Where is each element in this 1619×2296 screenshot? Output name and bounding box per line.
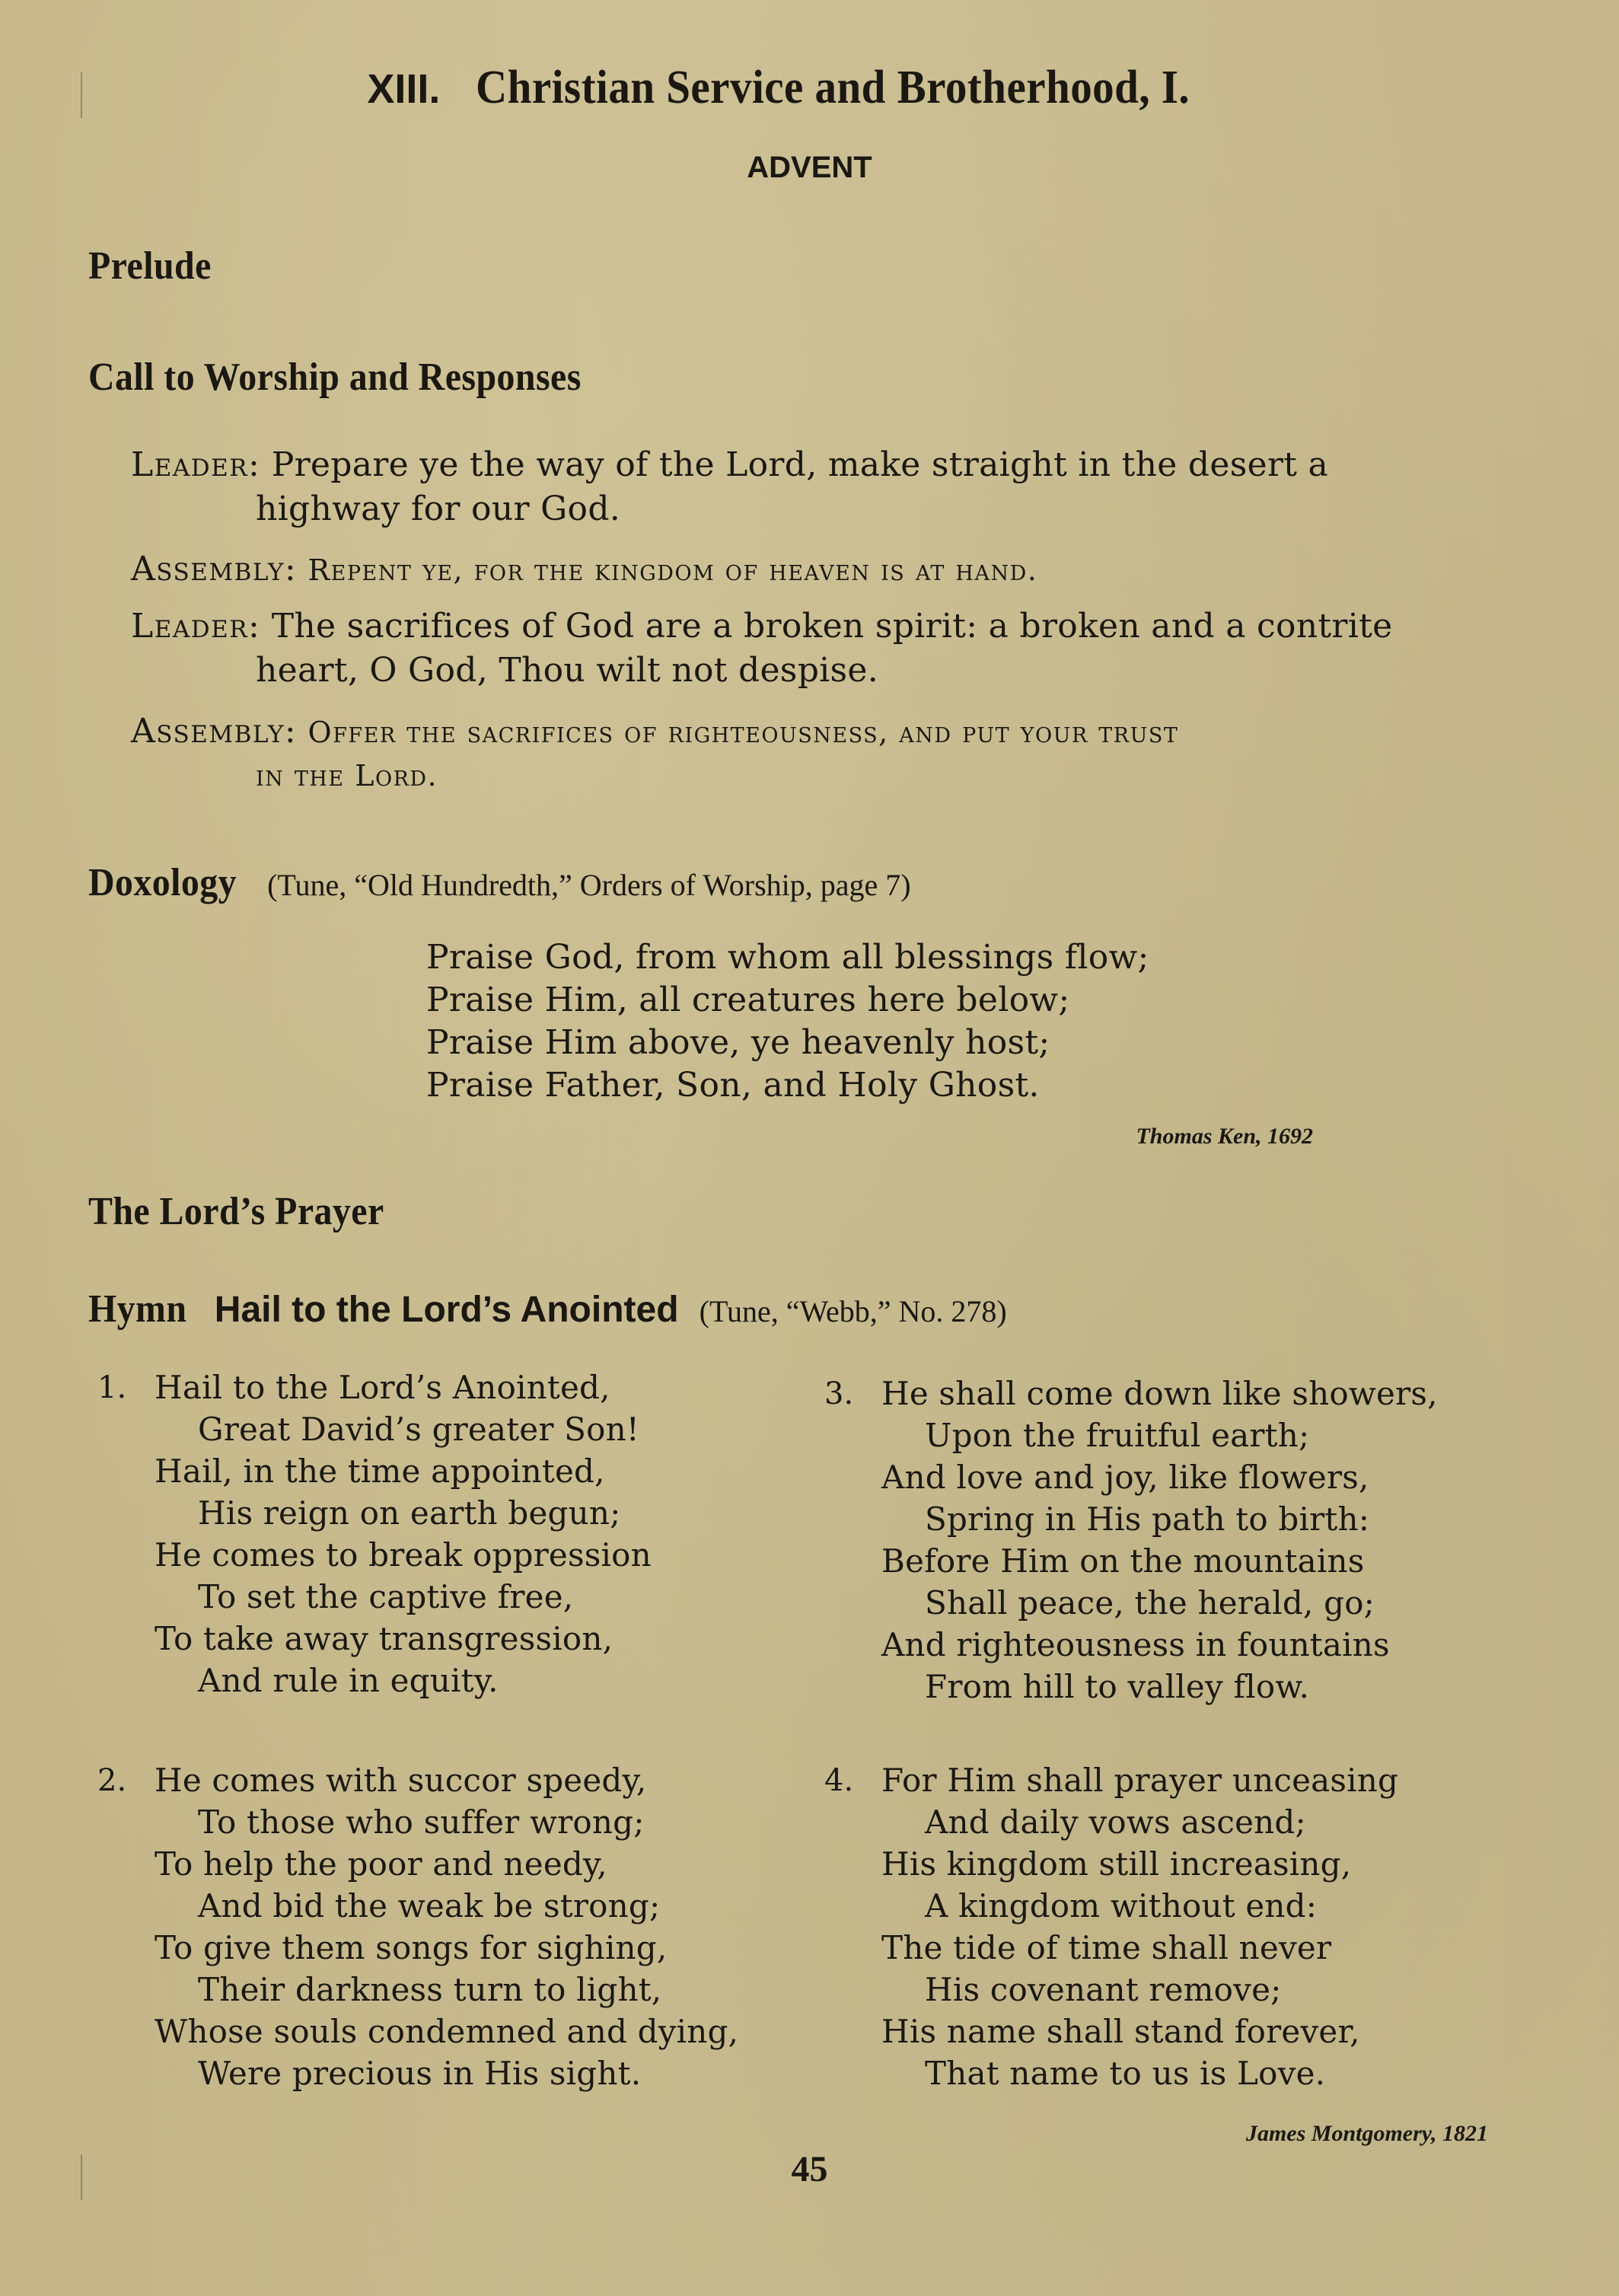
stanza-line: Hail, in the time appointed, — [155, 1453, 605, 1490]
stanza-line: Before Him on the mountains — [881, 1542, 1365, 1580]
response-leader-2 — [131, 607, 1392, 646]
response-continuation: in the Lord. — [256, 759, 438, 792]
stanza-line: Whose souls condemned and dying, — [155, 2013, 739, 2050]
stanza-line: Hail to the Lord’s Anointed, — [155, 1369, 610, 1406]
speaker-label: Assembly: — [131, 550, 298, 588]
stanza-line: To set the captive free, — [198, 1578, 574, 1615]
stanza-line: He comes with succor speedy, — [155, 1762, 647, 1799]
response-text: Prepare ye the way of the Lord, make straight in the desert a — [271, 445, 1329, 484]
stanza-number: 1. — [97, 1370, 127, 1405]
stanza-line: Were precious in His sight. — [198, 2055, 642, 2092]
stanza-line: He shall come down like showers, — [881, 1375, 1438, 1412]
stanza-line: To take away transgression, — [155, 1620, 613, 1657]
doxology-header — [88, 860, 911, 905]
stanza-line: His reign on earth begun; — [198, 1494, 621, 1532]
stanza-number: 2. — [97, 1763, 127, 1798]
speaker-label: Assembly: — [131, 712, 298, 751]
stanza-line: And love and joy, like flowers, — [881, 1459, 1369, 1496]
stanza-line: Their darkness turn to light, — [198, 1971, 662, 2008]
hymn-attribution: James Montgomery, 1821 — [1245, 2121, 1488, 2146]
doxology-attribution: Thomas Ken, 1692 — [1136, 1124, 1313, 1149]
response-text: Repent ye, for the kingdom of heaven is at hand. — [308, 553, 1038, 587]
verse-line: Praise Him, all creatures here below; — [426, 981, 1070, 1019]
stanza-line: Shall peace, the herald, go; — [925, 1584, 1375, 1622]
stanza-number: 4. — [824, 1763, 854, 1798]
title-text: Christian Service and Brotherhood, I. — [475, 62, 1190, 113]
page-title — [0, 61, 1619, 115]
stanza-line: And righteousness in fountains — [881, 1626, 1390, 1663]
stanza-line: To those who suffer wrong; — [198, 1803, 645, 1841]
stanza-line: That name to us is Love. — [925, 2055, 1326, 2092]
stanza-line: And bid the weak be strong; — [198, 1887, 661, 1924]
response-text: Offer the sacrifices of righteousness, and put your trust — [308, 716, 1179, 749]
lords-prayer-heading: The Lord’s Prayer — [88, 1190, 384, 1233]
page-number: 45 — [791, 2149, 828, 2189]
stanza-line: Upon the fruitful earth; — [925, 1417, 1310, 1454]
stanza-line: Spring in His path to birth: — [925, 1500, 1370, 1538]
hymn-header — [88, 1287, 1007, 1331]
hymn-tune-note: (Tune, “Webb,” No. 278) — [699, 1294, 1007, 1328]
call-to-worship-heading: Call to Worship and Responses — [88, 356, 582, 399]
verse-line: Praise God, from whom all blessings flow; — [426, 938, 1149, 977]
response-assembly-1 — [131, 550, 1037, 588]
stanza-line: His name shall stand forever, — [881, 2013, 1360, 2050]
title-numeral: XIII. — [367, 66, 441, 112]
stanza-line: From hill to valley flow. — [925, 1668, 1310, 1705]
speaker-label: Leader: — [131, 607, 261, 646]
response-leader-1 — [131, 445, 1328, 484]
stanza-line: To help the poor and needy, — [155, 1845, 607, 1883]
response-assembly-2 — [131, 712, 1178, 751]
doxology-tune-note: (Tune, “Old Hundredth,” Orders of Worship, page 7) — [267, 868, 911, 902]
stanza-line: To give them songs for sighing, — [155, 1929, 668, 1966]
doxology-heading: Doxology — [88, 861, 237, 904]
hymn-label: Hymn — [88, 1287, 187, 1331]
stanza-line: His kingdom still increasing, — [881, 1845, 1352, 1883]
response-continuation: highway for our God. — [256, 489, 621, 528]
stanza-line: And daily vows ascend; — [925, 1803, 1306, 1841]
speaker-label: Leader: — [131, 445, 261, 484]
stanza-line: He comes to break oppression — [155, 1536, 652, 1574]
stanza-line: Great David’s greater Son! — [198, 1411, 639, 1448]
stanza-line: And rule in equity. — [198, 1662, 499, 1699]
hymn-title: Hail to the Lord’s Anointed — [214, 1290, 679, 1330]
response-text: The sacrifices of God are a broken spirit: a broken and a contrite — [271, 607, 1393, 646]
response-continuation: heart, O God, Thou wilt not despise. — [256, 651, 879, 690]
verse-line: Praise Father, Son, and Holy Ghost. — [426, 1066, 1040, 1105]
stanza-line: His covenant remove; — [925, 1971, 1282, 2008]
verse-line: Praise Him above, ye heavenly host; — [426, 1023, 1050, 1062]
prelude-heading: Prelude — [88, 244, 212, 288]
page-subtitle: ADVENT — [747, 151, 872, 184]
stanza-line: The tide of time shall never — [881, 1929, 1332, 1966]
stanza-line: For Him shall prayer unceasing — [881, 1762, 1399, 1799]
stanza-number: 3. — [824, 1376, 854, 1411]
stanza-line: A kingdom without end: — [925, 1887, 1318, 1924]
